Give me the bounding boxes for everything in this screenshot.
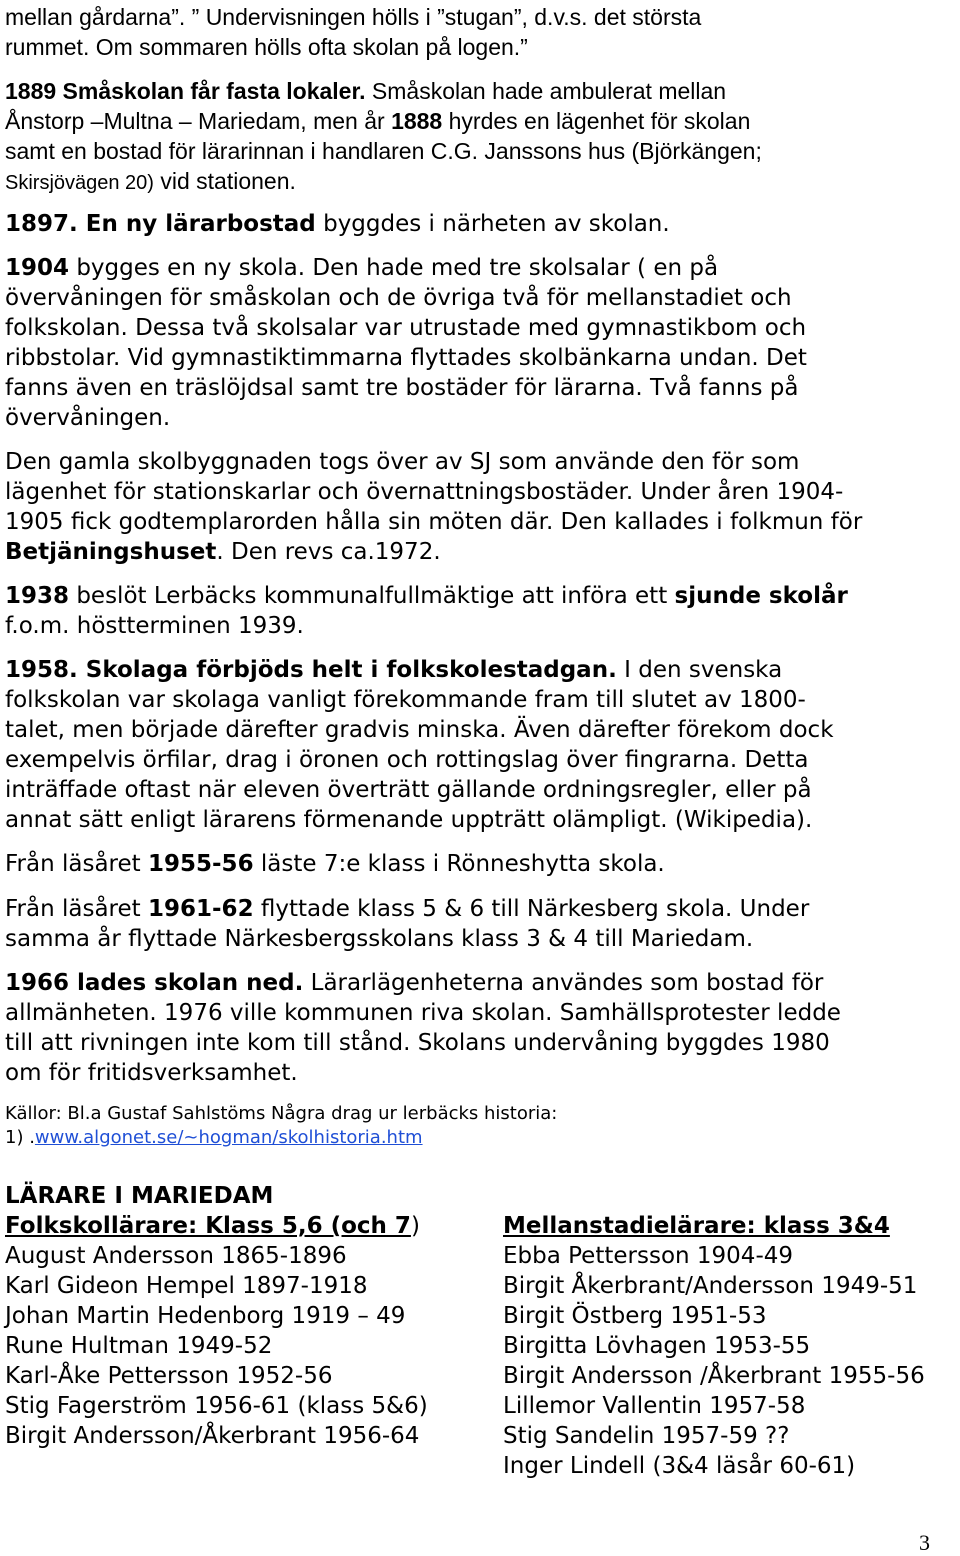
p1889-address: Skirsjövägen 20) <box>5 172 154 194</box>
sources-link[interactable]: www.algonet.se/~hogman/skolhistoria.htm <box>34 1127 423 1148</box>
sources-line-1: Källor: Bl.a Gustaf Sahlstöms Några drag ur lerbäcks historia: <box>5 1103 558 1124</box>
right-column-header <box>503 1212 890 1240</box>
pSJ-building-name: Betjäningshuset <box>5 539 217 565</box>
pSJ-text: . Den revs ca.1972. <box>216 539 441 565</box>
teacher-left: Karl Gideon Hempel 1897-1918 <box>5 1273 368 1299</box>
p1958-line-2: folkskolan var skolaga vanligt förekommande fram till slutet av 1800- <box>5 687 806 713</box>
p1955-line <box>5 850 665 878</box>
p1966-line-2: allmänheten. 1976 ville kommunen riva skolan. Samhällsprotester ledde <box>5 1000 841 1026</box>
left-column-header-text: Folkskollärare: Klass 5,6 (och 7 <box>5 1213 411 1239</box>
p1955-year: 1955-56 <box>148 851 254 877</box>
p1958-line-4: exempelvis örfilar, drag i öronen och rottingslag över fingrarna. Detta <box>5 747 809 773</box>
teachers-heading-text: LÄRARE I MARIEDAM <box>5 1183 274 1209</box>
teacher-left: Stig Fagerström 1956-61 (klass 5&6) <box>5 1393 428 1419</box>
teacher-left: August Andersson 1865-1896 <box>5 1243 347 1269</box>
teachers-heading <box>5 1182 273 1210</box>
p1966-text: Lärarlägenheterna användes som bostad för <box>303 970 824 996</box>
teacher-left: Johan Martin Hedenborg 1919 – 49 <box>5 1303 406 1329</box>
p1958-text: I den svenska <box>616 657 783 683</box>
p1958-line-1 <box>5 656 782 684</box>
p1961-year: 1961-62 <box>148 896 254 922</box>
p1897-heading: 1897. En ny lärarbostad <box>5 211 316 237</box>
p1938-text: beslöt Lerbäcks kommunalfullmäktige att införa ett <box>69 583 675 609</box>
p1889-text: vid stationen. <box>153 168 296 194</box>
p1889-text: Ånstorp –Multna – Mariedam, men år <box>5 108 392 134</box>
p1961-text: Från läsåret <box>5 896 148 922</box>
intro-line-2: rummet. Om sommaren hölls ofta skolan på logen.” <box>5 34 528 60</box>
p1889-line-4 <box>5 167 296 197</box>
p1966-heading: 1966 lades skolan ned. <box>5 970 304 996</box>
pSJ-line-3: 1905 fick godtemplarorden hålla sin möten där. Den kallades i folkmun för <box>5 509 863 535</box>
teacher-right: Ebba Pettersson 1904-49 <box>503 1243 794 1269</box>
p1889-year: 1888 <box>391 108 443 134</box>
p1904-text: bygges en ny skola. Den hade med tre skolsalar ( en på <box>69 255 719 281</box>
teacher-left: Karl-Åke Pettersson 1952-56 <box>5 1363 333 1389</box>
p1938-year: 1938 <box>5 583 70 609</box>
teacher-right: Lillemor Vallentin 1957-58 <box>503 1393 806 1419</box>
teacher-right: Birgit Åkerbrant/Andersson 1949-51 <box>503 1273 918 1299</box>
p1904-line-6: övervåningen. <box>5 405 171 431</box>
p1958-line-6: annat sätt enligt lärarens förmenande uppträtt olämpligt. (Wikipedia). <box>5 807 813 833</box>
p1938-line-1 <box>5 582 848 610</box>
p1897-text: byggdes i närheten av skolan. <box>315 211 670 237</box>
p1966-line-1 <box>5 969 823 997</box>
p1961-line-1 <box>5 895 809 923</box>
teacher-right: Inger Lindell (3&4 läsår 60-61) <box>503 1453 856 1479</box>
p1961-text: flyttade klass 5 & 6 till Närkesberg skola. Under <box>253 896 810 922</box>
p1961-line-2: samma år flyttade Närkesbergsskolans klass 3 & 4 till Mariedam. <box>5 926 754 952</box>
intro-line-1: mellan gårdarna”. ” Undervisningen hölls i ”stugan”, d.v.s. det största <box>5 4 702 30</box>
teacher-right: Birgit Östberg 1951-53 <box>503 1303 767 1329</box>
pSJ-line-2: lägenhet för stationskarlar och övernattningsbostäder. Under åren 1904- <box>5 479 844 505</box>
teacher-right: Birgitta Lövhagen 1953-55 <box>503 1333 811 1359</box>
left-column-header-tail: ) <box>410 1213 420 1239</box>
right-column-header-text: Mellanstadielärare: klass 3&4 <box>503 1213 890 1239</box>
p1938-emphasis: sjunde skolår <box>674 583 848 609</box>
p1904-line-4: ribbstolar. Vid gymnastiktimmarna flyttades skolbänkarna undan. Det <box>5 345 807 371</box>
p1889-line-1 <box>5 77 726 105</box>
p1904-line-1 <box>5 254 718 282</box>
pSJ-line-4 <box>5 538 441 566</box>
p1889-text: Småskolan hade ambulerat mellan <box>365 78 727 104</box>
sources-line-2 <box>5 1127 423 1149</box>
p1889-heading: 1889 Småskolan får fasta lokaler. <box>5 78 366 104</box>
teacher-left: Rune Hultman 1949-52 <box>5 1333 273 1359</box>
p1904-line-2: övervåningen för småskolan och de övriga två för mellanstadiet och <box>5 285 792 311</box>
p1889-text: hyrdes en lägenhet för skolan <box>442 108 751 134</box>
teacher-left: Birgit Andersson/Åkerbrant 1956-64 <box>5 1423 420 1449</box>
p1958-line-5: inträffade oftast när eleven överträtt gällande ordningsregler, eller på <box>5 777 812 803</box>
p1897-line <box>5 210 670 238</box>
p1958-line-3: talet, men började därefter gradvis minska. Även därefter förekom dock <box>5 717 834 743</box>
p1958-heading: 1958. Skolaga förbjöds helt i folkskolestadgan. <box>5 657 617 683</box>
p1889-line-3: samt en bostad för lärarinnan i handlaren C.G. Janssons hus (Björkängen; <box>5 138 762 164</box>
p1955-text: läste 7:e klass i Rönneshytta skola. <box>253 851 665 877</box>
p1904-line-5: fanns även en träslöjdsal samt tre bostäder för lärarna. Två fanns på <box>5 375 799 401</box>
p1966-line-3: till att rivningen inte kom till stånd. Skolans undervåning byggdes 1980 <box>5 1030 830 1056</box>
p1955-text: Från läsåret <box>5 851 148 877</box>
p1904-year: 1904 <box>5 255 70 281</box>
p1938-line-2: f.o.m. höstterminen 1939. <box>5 613 304 639</box>
page-number: 3 <box>919 1530 930 1555</box>
p1966-line-4: om för fritidsverksamhet. <box>5 1060 298 1086</box>
sources-prefix: 1) . <box>5 1127 35 1148</box>
left-column-header <box>5 1212 420 1240</box>
p1904-line-3: folkskolan. Dessa två skolsalar var utrustade med gymnastikbom och <box>5 315 807 341</box>
teacher-right: Stig Sandelin 1957-59 ?? <box>503 1423 790 1449</box>
pSJ-line-1: Den gamla skolbyggnaden togs över av SJ som använde den för som <box>5 449 800 475</box>
teacher-right: Birgit Andersson /Åkerbrant 1955-56 <box>503 1363 925 1389</box>
p1889-line-2 <box>5 107 750 135</box>
